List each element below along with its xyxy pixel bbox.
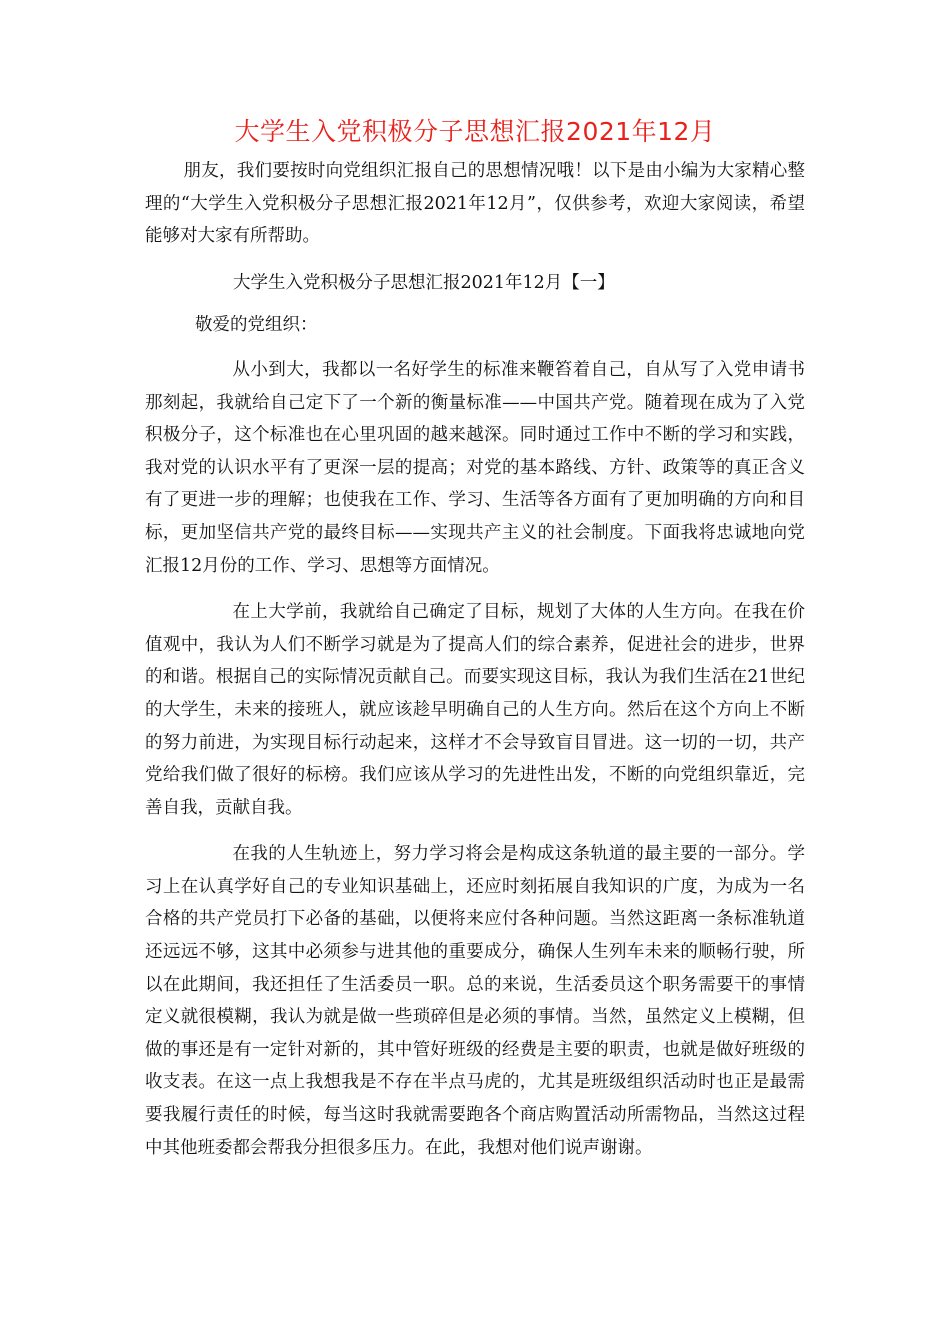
body-paragraph-1: 从小到大，我都以一名好学生的标准来鞭笞着自己，自从写了入党申请书那刻起，我就给自己定下了一个新的衡量标准——中国共产党。随着现在成为了入党积极分子，这个标准也在心里巩固的越来越深。同时通过工作中不断的学习和实践，我对党的认识水平有了更深一层的提高；对党的基本路线、方针、政策等的真正含义有了更进一步的理解；也使我在工作、学习、生活等各方面有了更加明确的方向和目标，更加坚信共产党的最终目标——实现共产主义的社会制度。下面我将忠诚地向党汇报12月份的工作、学习、思想等方面情况。 bbox=[145, 359, 805, 576]
intro-paragraph: 朋友，我们要按时向党组织汇报自己的思想情况哦！以下是由小编为大家精心整理的“大学生入党积极分子思想汇报2021年12月”，仅供参考，欢迎大家阅读，希望能够对大家有所帮助。 bbox=[145, 161, 805, 247]
body-paragraph-3: 在我的人生轨迹上，努力学习将会是构成这条轨道的最主要的一部分。学习上在认真学好自己的专业知识基础上，还应时刻拓展自我知识的广度，为成为一名合格的共产党员打下必备的基础，以便将来应付各种问题。当然这距离一条标准轨道还远远不够，这其中必须参与进其他的重要成分，确保人生列车未来的顺畅行驶，所以在此期间，我还担任了生活委员一职。总的来说，生活委员这个职务需要干的事情定义就很模糊，我认为就是做一些琐碎但是必须的事情。当然，虽然定义上模糊，但做的事还是有一定针对新的，其中管好班级的经费是主要的职责，也就是做好班级的收支表。在这一点上我想我是不存在半点马虎的，尤其是班级组织活动时也正是最需要我履行责任的时候，每当这时我就需要跑各个商店购置活动所需物品，当然这过程中其他班委都会帮我分担很多压力。在此，我想对他们说声谢谢。 bbox=[145, 844, 805, 1158]
salutation: 敬爱的党组织： bbox=[195, 315, 318, 336]
body-paragraph-2: 在上大学前，我就给自己确定了目标，规划了大体的人生方向。在我在价值观中，我认为人们不断学习就是为了提高人们的综合素养，促进社会的进步，世界的和谐。根据自己的实际情况贡献自己。而要实现这目标，我认为我们生活在21世纪的大学生，未来的接班人，就应该趁早明确自己的人生方向。然后在这个方向上不断的努力前进，为实现目标行动起来，这样才不会导致盲目冒进。这一切的一切，共产党给我们做了很好的标榜。我们应该从学习的先进性出发，不断的向党组织靠近，完善自我，贡献自我。 bbox=[145, 602, 805, 818]
document-body bbox=[145, 155, 805, 1164]
document-title: 大学生入党积极分子思想汇报2021年12月 bbox=[234, 117, 716, 146]
section-heading: 大学生入党积极分子思想汇报2021年12月【一】 bbox=[233, 272, 615, 293]
